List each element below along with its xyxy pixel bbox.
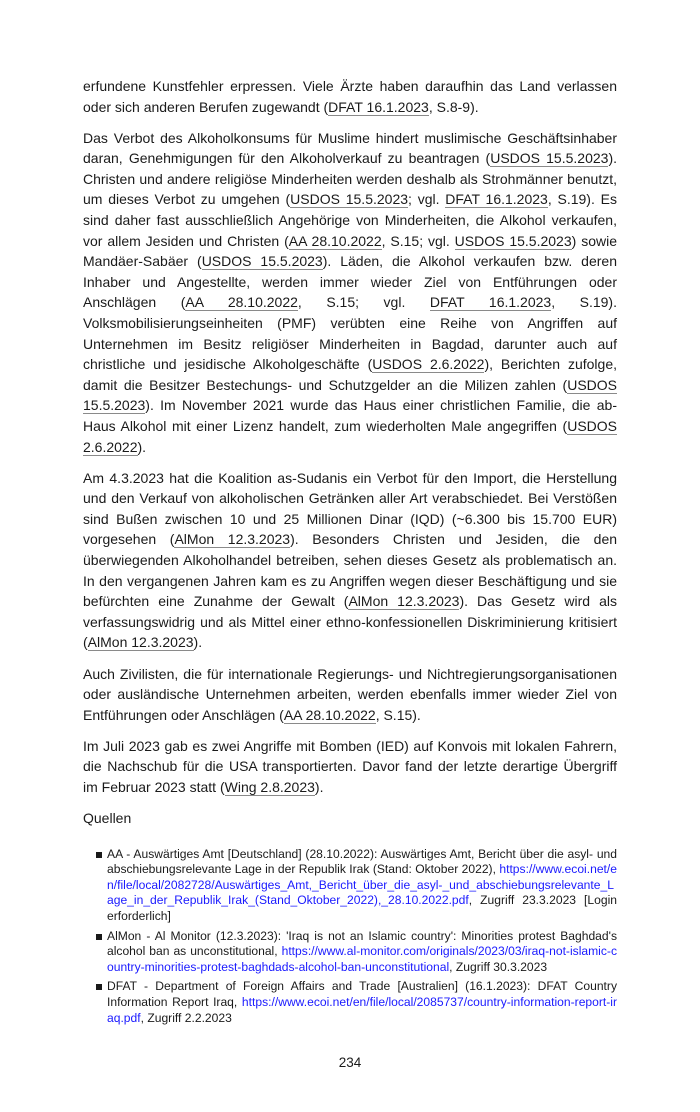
paragraph-text: ). Besonders Christen und Jesiden, die den überwiegenden Alkoholhandel betreiben, sehen dieses Gesetz als problematisch an. In den vergangenen Jahren kam es zu Angriffen wegen dieser Beschäftigung und sie befürchten eine Zunahme der Gewalt (	[83, 531, 618, 610]
source-url-link[interactable]: https://www.al-monitor.com/originals/2023/03/iraq-not-islamic-country-minorities-protest-baghdads-alcohol-ban-unconstitutional	[107, 944, 617, 974]
citation-link[interactable]: AA 28.10.2022	[288, 232, 382, 249]
sources-heading: Quellen	[83, 810, 132, 827]
paragraph-text: ). Läden, die Alkohol verkaufen bzw. deren Inhaber und Angestellte, werden immer wieder Ziel von Entführungen oder Anschlägen (	[83, 253, 617, 311]
source-url-link[interactable]: https://www.ecoi.net/en/file/local/2082728/Auswärtiges_Amt,_Bericht_über_die_asyl-_und_abschiebungsrelevante_Lage_in_der_Republik_Irak_(Stand_Oktober_2022),_28.10.2022.pdf	[107, 862, 617, 908]
source-url-link[interactable]: https://www.ecoi.net/en/file/local/2085737/country-information-report-iraq.pdf	[107, 995, 617, 1025]
citation-link[interactable]: USDOS 2.6.2022	[372, 356, 485, 373]
citation-link[interactable]: AA 28.10.2022	[185, 294, 298, 311]
paragraph-text: ; vgl.	[408, 191, 446, 208]
paragraph-text: ). Das Gesetz wird als verfassungswidrig und als Mittel einer ethno-konfessionellen Diskriminierung kritisiert (	[83, 593, 617, 651]
source-item	[96, 979, 617, 1026]
source-item	[96, 847, 617, 925]
paragraph-text: , S.15; vgl.	[297, 294, 430, 311]
source-text: AlMon - Al Monitor (12.3.2023): 'Iraq is not an Islamic country': Minorities protest Baghdad's alcohol ban as unconstitutional,	[107, 928, 617, 959]
citation-link[interactable]: USDOS 15.5.2023	[83, 376, 617, 414]
paragraph-text: ).	[314, 779, 324, 795]
source-access-date: , Zugriff 23.3.2023 [Login erforderlich]	[107, 893, 617, 924]
paragraph-text: Am 4.3.2023 hat die Koalition as-Sudanis ein Verbot für den Import, die Herstellung und den Verkauf von alkoholischen Getränken aller Art verabschiedet. Bei Verstößen sind Bußen zwischen 10 und 25 Millionen Dinar (IQD) (~6.300 bis 15.700 EUR) vorgesehen (	[83, 469, 617, 548]
paragraph	[83, 76, 617, 117]
paragraph-text: , S.19). Es sind daher fast ausschließlich Angehörige von Minderheiten, die Alkohol verkaufen, vor allem Jesiden und Christen (	[83, 191, 617, 249]
document-body	[83, 76, 617, 1030]
citation-link[interactable]: DFAT 16.1.2023	[429, 294, 552, 311]
source-access-date: , Zugriff 2.2.2023	[140, 1010, 232, 1025]
citation-link[interactable]: USDOS 2.6.2022	[83, 418, 617, 455]
citation-link[interactable]: DFAT 16.1.2023	[445, 191, 548, 208]
citation-link[interactable]: USDOS 15.5.2023	[490, 150, 609, 167]
citation-link[interactable]: AlMon 12.3.2023	[348, 593, 460, 610]
bullet-icon	[96, 852, 102, 858]
source-text: DFAT - Department of Foreign Affairs and Trade [Australien] (16.1.2023): DFAT Country Information Report Iraq,	[107, 979, 617, 1010]
paragraph-text: erfundene Kunstfehler erpressen. Viele Ärzte haben daraufhin das Land verlassen oder sich anderen Berufen zugewandt (	[83, 78, 617, 115]
paragraph	[83, 736, 617, 798]
citation-link[interactable]: USDOS 15.5.2023	[454, 232, 572, 249]
source-item	[96, 929, 617, 976]
citation-link[interactable]: USDOS 15.5.2023	[290, 191, 409, 208]
paragraphs	[83, 76, 617, 798]
paragraph-text: ), Berichten zufolge, damit die Besitzer Bestechungs- und Schutzgelder an die Milizen zahlen (	[83, 356, 618, 393]
paragraph	[83, 468, 617, 653]
page-number: 234	[338, 1055, 362, 1071]
sources-list	[83, 847, 617, 1027]
source-text: AA - Auswärtiges Amt [Deutschland] (28.10.2022): Auswärtiges Amt, Bericht über die asyl- und abschiebungsrelevante Lage in der Republik Irak (Stand: Oktober 2022),	[107, 846, 617, 877]
citation-link[interactable]: Wing 2.8.2023	[224, 779, 315, 795]
citation-link[interactable]: AlMon 12.3.2023	[87, 634, 194, 651]
paragraph-text: Auch Zivilisten, die für internationale Regierungs- und Nichtregierungsorganisationen oder ausländische Unternehmen arbeiten, werden ebenfalls immer wieder Ziel von Entführungen oder Anschlägen (	[83, 665, 617, 723]
bullet-icon	[96, 934, 102, 940]
paragraph-text: , S.15).	[375, 706, 421, 723]
paragraph-text: , S.15; vgl.	[381, 232, 455, 249]
paragraph-text: Im Juli 2023 gab es zwei Angriffe mit Bomben (IED) auf Konvois mit lokalen Fahrern, die Nachschub für die USA transportierten. Davor fand der letzte derartige Übergriff im Februar 2023 statt (	[83, 737, 617, 795]
citation-link[interactable]: AlMon 12.3.2023	[174, 531, 291, 548]
citation-link[interactable]: DFAT 16.1.2023	[328, 98, 429, 115]
paragraph-text: ).	[193, 634, 203, 651]
paragraph-text: , S.19). Volksmobilisierungseinheiten (PMF) verübten eine Reihe von Angriffen auf Unternehmen im Besitz religiöser Minderheiten in Bagdad, darunter auch auf christliche und jesidische Alkoholgeschäfte (	[83, 294, 617, 373]
paragraph-text: Das Verbot des Alkoholkonsums für Muslime hindert muslimische Geschäftsinhaber daran, Genehmigungen für den Alkoholverkauf zu beantragen (	[83, 129, 617, 167]
paragraph-text: ).	[137, 438, 147, 455]
paragraph	[83, 128, 617, 458]
paragraph-text: ). Im November 2021 wurde das Haus einer christlichen Familie, die ab-Haus Alkohol mit einer Lizenz handelt, zum wiederholten Male angegriffen (	[83, 397, 617, 434]
paragraph-text: ). Christen und andere religiöse Minderheiten werden deshalb als Strohmänner benutzt, um dieses Verbot zu umgehen (	[83, 150, 617, 208]
paragraph	[83, 664, 617, 726]
paragraph-text: , S.8-9).	[428, 98, 479, 115]
paragraph-text: ) sowie Mandäer-Sabäer (	[83, 232, 617, 270]
citation-link[interactable]: USDOS 15.5.2023	[201, 253, 323, 270]
citation-link[interactable]: AA 28.10.2022	[283, 706, 376, 723]
source-access-date: , Zugriff 30.3.2023	[449, 959, 548, 974]
